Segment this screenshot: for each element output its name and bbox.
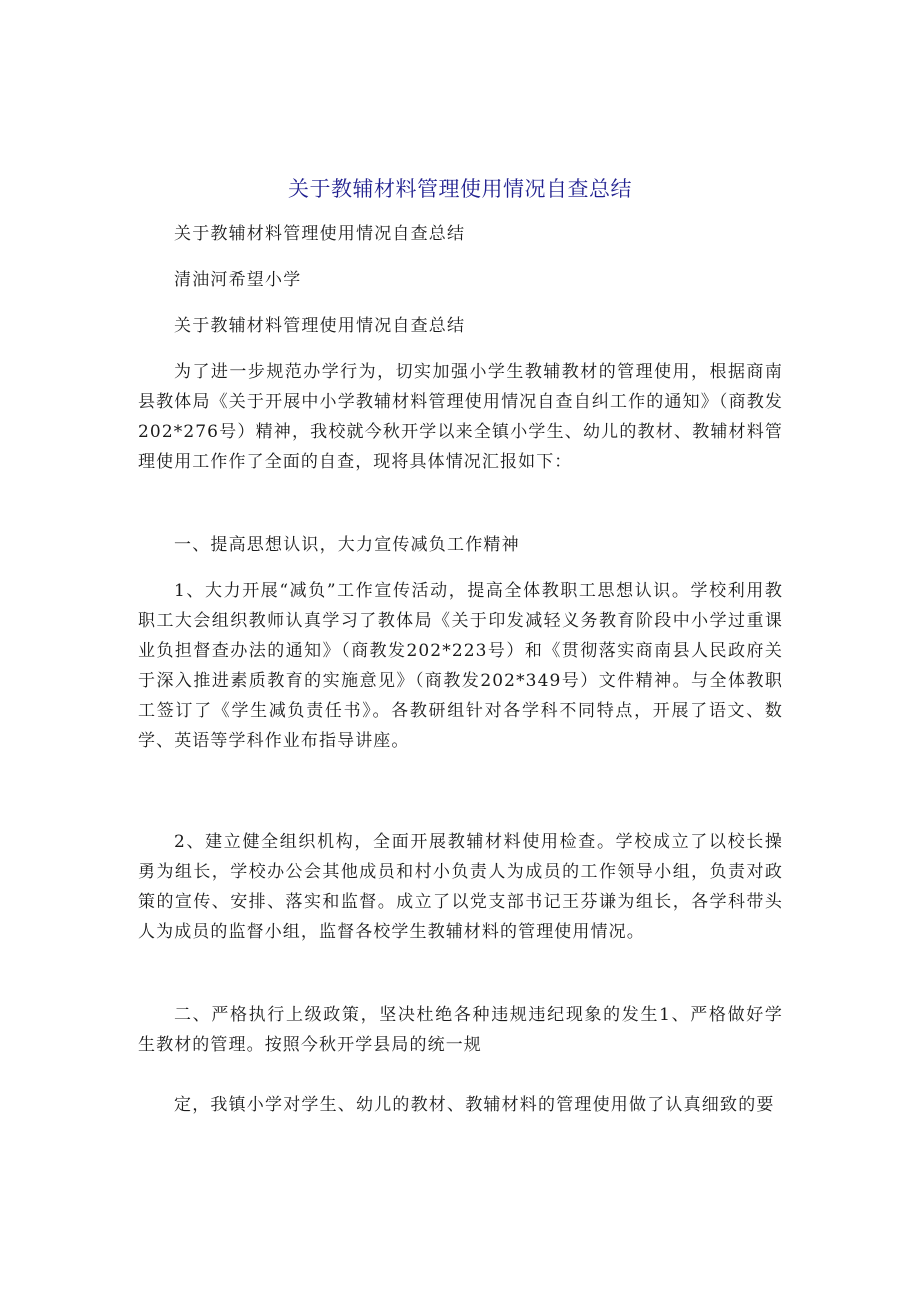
subtitle-paragraph: 关于教辅材料管理使用情况自查总结 [174, 224, 466, 244]
section-one-heading: 一、提高思想认识，大力宣传减负工作精神 [174, 535, 520, 555]
repeat-title-paragraph: 关于教辅材料管理使用情况自查总结 [174, 316, 466, 336]
continuation-paragraph: 定，我镇小学对学生、幼儿的教材、教辅材料的管理使用做了认真细致的要 [174, 1095, 775, 1115]
section-one-item-2: 2、建立健全组织机构，全面开展教辅材料使用检查。学校成立了以校长操勇为组长，学校办公会其他成员和村小负责人为成员的工作领导小组，负责对政策的宣传、安排、落实和监督。成立了以党支部书记王芬谦为组长，各学科带头人为成员的监督小组，监督各校学生教辅材料的管理使用情况。 [138, 832, 783, 942]
section-one-item-1: 1、大力开展“减负”工作宣传活动，提高全体教职工思想认识。学校利用教职工大会组织教师认真学习了教体局《关于印发减轻义务教育阶段中小学过重课业负担督查办法的通知》（商教发202*223号）和《贯彻落实商南县人民政府关于深入推进素质教育的实施意见》（商教发202*349号）文件精神。与全体教职工签订了《学生减负责任书》。各教研组针对各学科不同特点，开展了语文、数学、英语等学科作业布指导讲座。 [138, 581, 783, 751]
document-title: 关于教辅材料管理使用情况自查总结 [288, 177, 632, 201]
school-name-paragraph: 清油河希望小学 [174, 270, 302, 290]
intro-paragraph: 为了进一步规范办学行为，切实加强小学生教辅教材的管理使用，根据商南县教体局《关于开展中小学教辅材料管理使用情况自查自纠工作的通知》（商教发202*276号）精神，我校就今秋开学以来全镇小学生、幼儿的教材、教辅材料管理使用工作作了全面的自查，现将具体情况汇报如下： [138, 362, 783, 472]
section-two-heading: 二、严格执行上级政策，坚决杜绝各种违规违纪现象的发生1、严格做好学生教材的管理。按照今秋开学县局的统一规 [138, 1005, 783, 1055]
